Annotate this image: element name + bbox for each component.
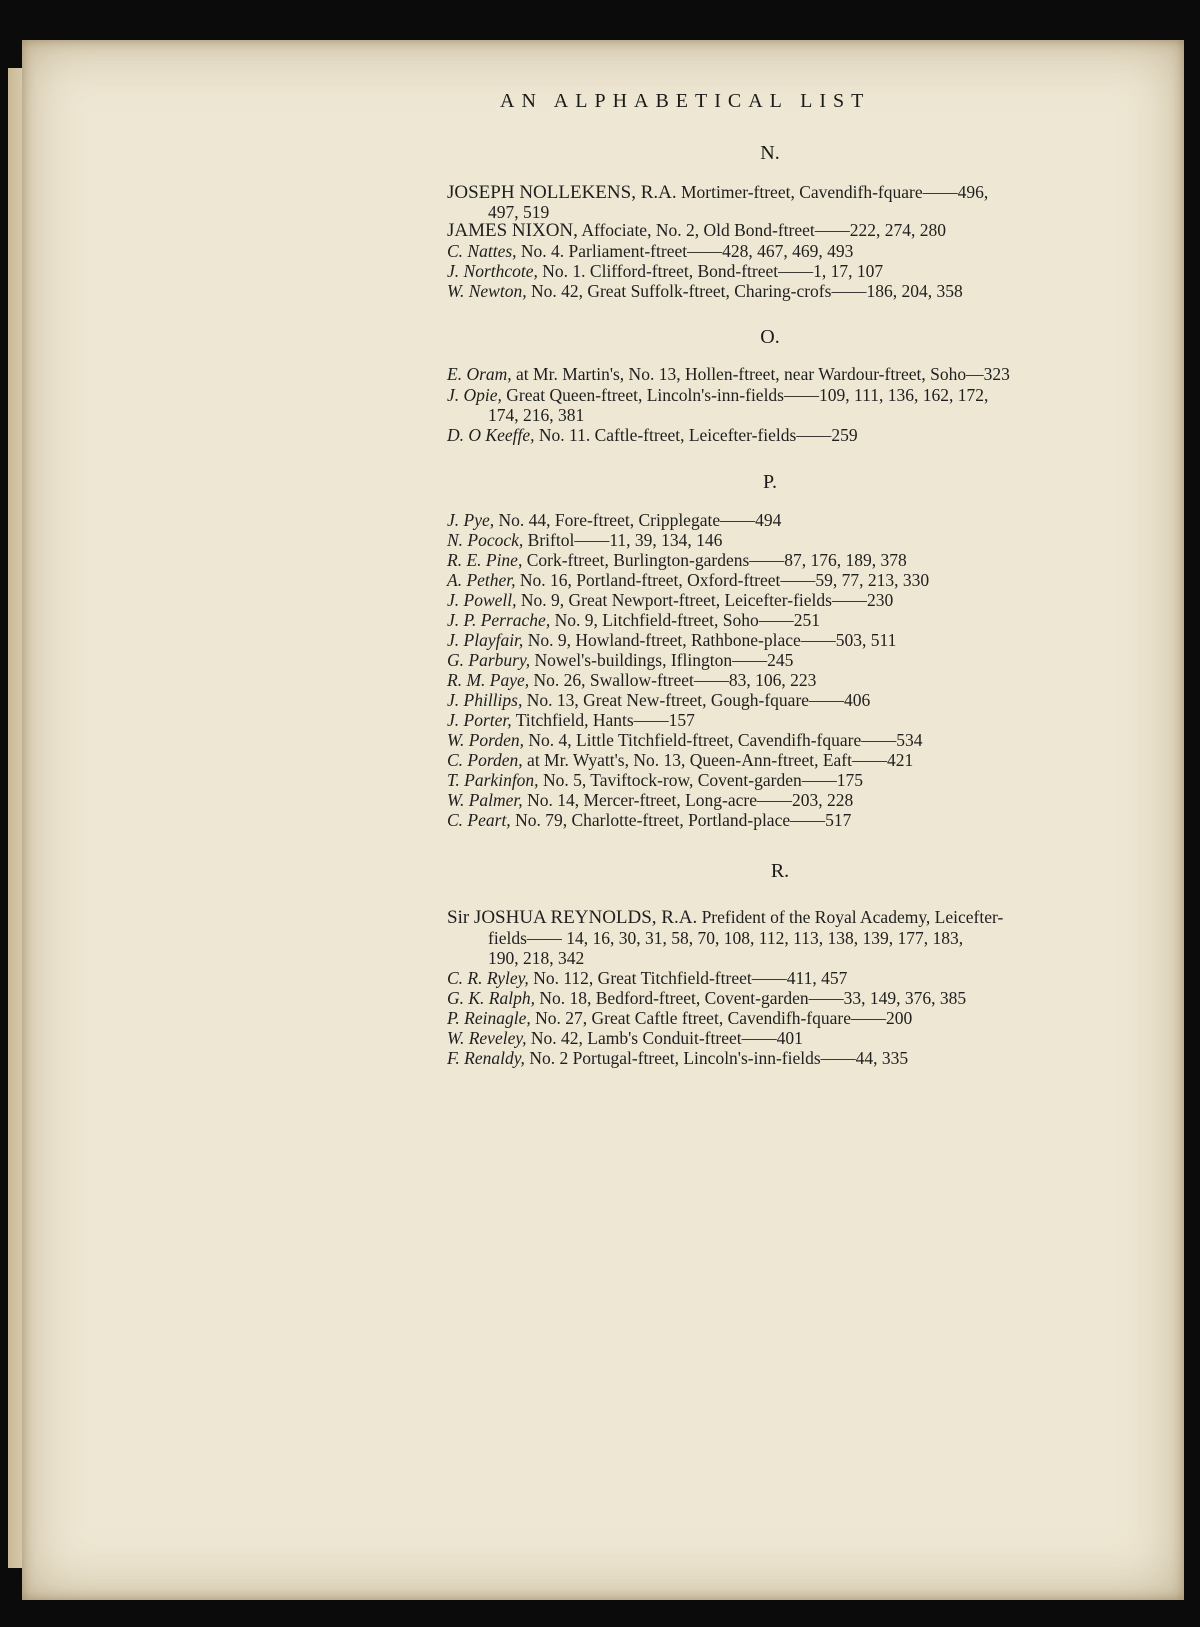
entry-name: C. Porden,	[447, 750, 523, 770]
entry-name: W. Reveley,	[447, 1028, 527, 1048]
entry-name: JOSEPH NOLLEKENS, R.A.	[447, 182, 677, 203]
entry-name: F. Renaldy,	[447, 1048, 525, 1068]
entry-continuation: 190, 218, 342	[488, 948, 585, 968]
list-entry	[447, 425, 1127, 445]
list-entry	[447, 907, 1127, 928]
entry-name: J. Phillips,	[447, 690, 523, 710]
entry-name: A. Pether,	[447, 570, 516, 590]
entry-detail: No. 14, Mercer-ftreet, Long-acre——203, 228	[522, 790, 854, 810]
entry-name: C. Peart,	[447, 810, 511, 830]
list-entry	[447, 630, 1127, 650]
entry-detail: Great Queen-ftreet, Lincoln's-inn-fields——109, 111, 136, 162, 172,	[501, 385, 989, 405]
entry-detail: Nowel's-buildings, Iflington——245	[530, 650, 794, 670]
entry-detail: at Mr. Wyatt's, No. 13, Queen-Ann-ftreet, Eaft——421	[522, 750, 914, 770]
entry-detail: No. 13, Great New-ftreet, Gough-fquare——406	[522, 690, 871, 710]
entry-detail: No. 5, Taviftock-row, Covent-garden——175	[538, 770, 863, 790]
entry-name: G. Parbury,	[447, 650, 531, 670]
list-entry	[447, 988, 1127, 1008]
entry-name: J. P. Perrache,	[447, 610, 551, 630]
entry-name: J. Porter,	[447, 710, 512, 730]
entry-name: J. Opie,	[447, 385, 502, 405]
entry-name: T. Parkinfon,	[447, 770, 539, 790]
list-entry	[447, 530, 1127, 550]
list-entry	[447, 770, 1127, 790]
entry-detail: No. 26, Swallow-ftreet——83, 106, 223	[529, 670, 817, 690]
list-entry	[447, 241, 1127, 261]
section-letter-n: N.	[760, 142, 780, 164]
entry-name: E. Oram,	[447, 364, 512, 384]
entry-name: D. O Keeffe,	[447, 425, 535, 445]
section-letter-p: P.	[763, 471, 777, 493]
list-entry	[447, 610, 1127, 630]
list-entry	[447, 750, 1127, 770]
entry-detail: No. 42, Lamb's Conduit-ftreet——401	[526, 1028, 803, 1048]
entry-name: N. Pocock,	[447, 530, 524, 550]
entry-detail: Mortimer-ftreet, Cavendifh-fquare——496,	[676, 182, 989, 202]
entry-detail: No. 16, Portland-ftreet, Oxford-ftreet——59, 77, 213, 330	[515, 570, 930, 590]
entry-name: Sir JOSHUA REYNOLDS, R.A.	[447, 907, 698, 928]
entry-name: J. Pye,	[447, 510, 495, 530]
entry-detail: No. 2 Portugal-ftreet, Lincoln's-inn-fields——44, 335	[524, 1048, 909, 1068]
section-letter-o: O.	[760, 326, 780, 348]
entry-continuation: 174, 216, 381	[488, 405, 585, 425]
entry-name: R. M. Paye,	[447, 670, 530, 690]
entry-name: C. Nattes,	[447, 241, 517, 261]
entry-detail: Titchfield, Hants——157	[511, 710, 695, 730]
list-entry	[447, 510, 1127, 530]
entry-detail: No. 27, Great Caftle ftreet, Cavendifh-fquare——200	[530, 1008, 913, 1028]
entry-detail: No. 9, Litchfield-ftreet, Soho——251	[550, 610, 820, 630]
entry-detail: No. 112, Great Titchfield-ftreet——411, 457	[528, 968, 848, 988]
list-entry	[447, 710, 1127, 730]
list-entry	[447, 790, 1127, 810]
list-entry	[447, 730, 1127, 750]
entry-name: R. E. Pine,	[447, 550, 523, 570]
entry-name: W. Porden,	[447, 730, 524, 750]
entry-detail: No. 4. Parliament-ftreet——428, 467, 469, 493	[516, 241, 854, 261]
list-entry	[447, 590, 1127, 610]
list-entry	[447, 1008, 1127, 1028]
entry-detail: No. 1. Clifford-ftreet, Bond-ftreet——1, 17, 107	[537, 261, 884, 281]
entry-name: JAMES NIXON,	[447, 220, 578, 241]
list-entry	[447, 182, 1127, 203]
section-letter-r: R.	[770, 860, 790, 882]
list-entry	[447, 261, 1127, 281]
entry-detail: No. 4, Little Titchfield-ftreet, Cavendifh-fquare——534	[523, 730, 923, 750]
entry-detail: Prefident of the Royal Academy, Leicefter-	[697, 907, 1004, 927]
list-entry	[447, 364, 1127, 384]
entry-continuation: fields—— 14, 16, 30, 31, 58, 70, 108, 112, 113, 138, 139, 177, 183,	[488, 928, 964, 948]
list-entry	[447, 650, 1127, 670]
page-heading: AN ALPHABETICAL LIST	[500, 90, 871, 112]
list-entry	[447, 550, 1127, 570]
list-entry	[447, 1048, 1127, 1068]
entry-detail: No. 44, Fore-ftreet, Cripplegate——494	[494, 510, 782, 530]
list-entry	[447, 281, 1127, 301]
list-entry	[447, 570, 1127, 590]
entry-detail: at Mr. Martin's, No. 13, Hollen-ftreet, near Wardour-ftreet, Soho—323	[511, 364, 1010, 384]
entry-detail: No. 11. Caftle-ftreet, Leicefter-fields——259	[534, 425, 858, 445]
entry-name: C. R. Ryley,	[447, 968, 529, 988]
list-entry	[447, 690, 1127, 710]
entry-continuation: 497, 519	[488, 202, 550, 222]
entry-name: J. Northcote,	[447, 261, 538, 281]
list-entry	[447, 670, 1127, 690]
entry-detail: No. 18, Bedford-ftreet, Covent-garden——33, 149, 376, 385	[535, 988, 967, 1008]
entry-detail: No. 42, Great Suffolk-ftreet, Charing-crofs——186, 204, 358	[526, 281, 963, 301]
entry-detail: No. 79, Charlotte-ftreet, Portland-place——517	[510, 810, 852, 830]
entry-name: J. Powell,	[447, 590, 517, 610]
entry-detail: Affociate, No. 2, Old Bond-ftreet——222, 274, 280	[577, 220, 946, 240]
entry-detail: No. 9, Howland-ftreet, Rathbone-place——503, 511	[523, 630, 897, 650]
list-entry	[447, 968, 1127, 988]
entry-name: W. Newton,	[447, 281, 527, 301]
list-entry	[447, 810, 1127, 830]
list-entry	[447, 220, 1127, 241]
entry-name: P. Reinagle,	[447, 1008, 531, 1028]
entry-detail: Cork-ftreet, Burlington-gardens——87, 176, 189, 378	[522, 550, 907, 570]
entry-name: G. K. Ralph,	[447, 988, 535, 1008]
list-entry	[447, 1028, 1127, 1048]
list-entry	[447, 385, 1127, 405]
entry-detail: No. 9, Great Newport-ftreet, Leicefter-fields——230	[516, 590, 894, 610]
entry-name: W. Palmer,	[447, 790, 523, 810]
entry-detail: Briftol——11, 39, 134, 146	[523, 530, 723, 550]
entry-name: J. Playfair,	[447, 630, 524, 650]
